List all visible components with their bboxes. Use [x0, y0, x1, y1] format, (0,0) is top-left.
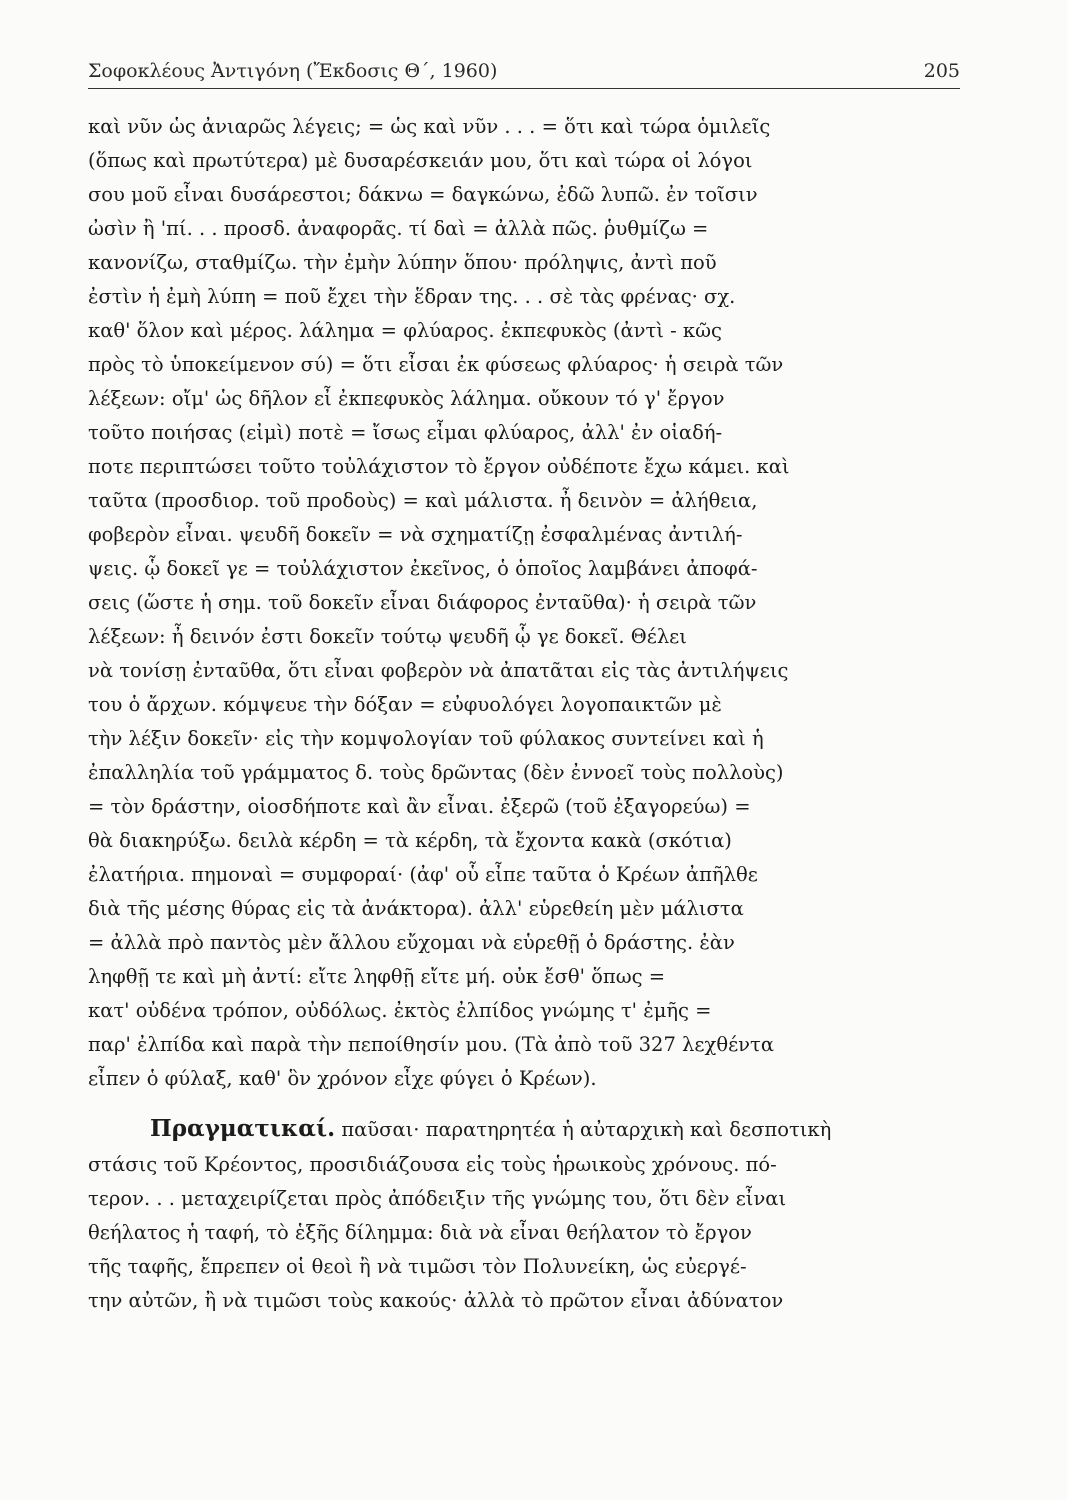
text-line: ληφθῇ τε καὶ μὴ ἀντί: εἴτε ληφθῇ εἴτε μή. οὐκ ἔσθ' ὅπως =	[88, 965, 666, 988]
text-line: σου μοῦ εἶναι δυσάρεστοι; δάκνω = δαγκώνω, ἐδῶ λυπῶ. ἐν τοῖσιν	[88, 183, 758, 206]
text-line: θὰ διακηρύξω. δειλὰ κέρδη = τὰ κέρδη, τὰ ἔχοντα κακὰ (σκότια)	[88, 829, 732, 852]
text-line: καθ' ὅλον καὶ μέρος. λάλημα = φλύαρος. ἐκπεφυκὸς (ἀντὶ - κῶς	[88, 319, 722, 342]
text-line: τοῦτο ποιήσας (εἰμὶ) ποτὲ = ἴσως εἶμαι φλύαρος, ἀλλ' ἐν οἱαδή-	[88, 421, 723, 444]
text-line: νὰ τονίσῃ ἐνταῦθα, ὅτι εἶναι φοβερὸν νὰ ἀπατᾶται εἰς τὰς ἀντιλήψεις	[88, 659, 789, 682]
text-line: ἐλατήρια. πημοναὶ = συμφοραί· (ἀφ' οὗ εἶπε ταῦτα ὁ Κρέων ἀπῆλθε	[88, 863, 758, 886]
text-line: την αὐτῶν, ἢ νὰ τιμῶσι τοὺς κακούς· ἀλλὰ τὸ πρῶτον εἶναι ἀδύνατον	[88, 1289, 784, 1312]
text-line: = τὸν δράστην, οἱοσδήποτε καὶ ἂν εἶναι. ἐξερῶ (τοῦ ἐξαγορεύω) =	[88, 795, 751, 818]
section-heading: Πραγματικαί.	[150, 1115, 336, 1142]
text-line: κατ' οὐδένα τρόπον, οὐδόλως. ἐκτὸς ἐλπίδος γνώμης τ' ἐμῆς =	[88, 999, 712, 1022]
running-title: Σοφοκλέους Ἀντιγόνη (Ἔκδοσις Θ΄, 1960)	[88, 60, 498, 82]
text-line: ταῦτα (προσδιορ. τοῦ προδοὺς) = καὶ μάλιστα. ἦ δεινὸν = ἀλήθεια,	[88, 489, 758, 512]
text-line: καὶ νῦν ὡς ἀνιαρῶς λέγεις; = ὡς καὶ νῦν . . . = ὅτι καὶ τώρα ὁμιλεῖς	[88, 115, 771, 138]
text-line: ὠσὶν ἢ 'πί. . . προσδ. ἀναφορᾶς. τί δαὶ = ἀλλὰ πῶς. ῥυθμίζω =	[88, 217, 709, 240]
text-line: (ὅπως καὶ πρωτύτερα) μὲ δυσαρέσκειάν μου, ὅτι καὶ τώρα οἱ λόγοι	[88, 149, 753, 172]
text-line: τῆς ταφῆς, ἔπρεπεν οἱ θεοὶ ἢ νὰ τιμῶσι τὸν Πολυνείκη, ὡς εὐεργέ-	[88, 1255, 747, 1278]
text-line: ἐπαλληλία τοῦ γράμματος δ. τοὺς δρῶντας (δὲν ἐννοεῖ τοὺς πολλοὺς)	[88, 761, 784, 784]
text-line: σεις (ὥστε ἡ σημ. τοῦ δοκεῖν εἶναι διάφορος ἐνταῦθα)· ἡ σειρὰ τῶν	[88, 591, 757, 614]
text-line: πρὸς τὸ ὑποκείμενον σύ) = ὅτι εἶσαι ἐκ φύσεως φλύαρος· ἡ σειρὰ τῶν	[88, 353, 784, 376]
text-line: τὴν λέξιν δοκεῖν· εἰς τὴν κομψολογίαν τοῦ φύλακος συντείνει καὶ ἡ	[88, 727, 764, 750]
text-line: παρ' ἐλπίδα καὶ παρὰ τὴν πεποίθησίν μου. (Τὰ ἀπὸ τοῦ 327 λεχθέντα	[88, 1033, 774, 1056]
text-line: κανονίζω, σταθμίζω. τὴν ἐμὴν λύπην ὅπου· πρόληψις, ἀντὶ ποῦ	[88, 251, 717, 274]
text-line: λέξεων: ἦ δεινόν ἐστι δοκεῖν τούτῳ ψευδῆ ᾧ γε δοκεῖ. Θέλει	[88, 625, 687, 648]
text-line: ποτε περιπτώσει τοῦτο τοὐλάχιστον τὸ ἔργον οὐδέποτε ἔχω κάμει. καὶ	[88, 455, 790, 478]
text-line: θεήλατος ἡ ταφή, τὸ ἑξῆς δίλημμα: διὰ νὰ εἶναι θεήλατον τὸ ἔργον	[88, 1221, 752, 1244]
text-line: = ἀλλὰ πρὸ παντὸς μὲν ἄλλου εὔχομαι νὰ εὑρεθῇ ὁ δράστης. ἐὰν	[88, 931, 735, 954]
text-line: στάσις τοῦ Κρέοντος, προσιδιάζουσα εἰς τοὺς ἡρωικοὺς χρόνους. πό-	[88, 1153, 777, 1176]
section-first-line-text: παῦσαι· παρατηρητέα ἡ αὐταρχικὴ καὶ δεσποτικὴ	[341, 1118, 832, 1141]
page-number: 205	[923, 60, 960, 82]
text-line: τερον. . . μεταχειρίζεται πρὸς ἀπόδειξιν τῆς γνώμης του, ὅτι δὲν εἶναι	[88, 1187, 787, 1210]
section-first-line	[88, 1115, 831, 1142]
text-line: ἐστὶν ἡ ἐμὴ λύπη = ποῦ ἔχει τὴν ἕδραν της. . . σὲ τὰς φρένας· σχ.	[88, 285, 736, 308]
text-line: λέξεων: οἴμ' ὡς δῆλον εἶ ἐκπεφυκὸς λάλημα. οὔκουν τό γ' ἔργον	[88, 387, 725, 410]
text-line: του ὁ ἄρχων. κόμψευε τὴν δόξαν = εὐφυολόγει λογοπαικτῶν μὲ	[88, 693, 722, 716]
text-line: εἶπεν ὁ φύλαξ, καθ' ὃν χρόνον εἶχε φύγει ὁ Κρέων).	[88, 1067, 597, 1090]
text-line: ψεις. ᾧ δοκεῖ γε = τοὐλάχιστον ἐκεῖνος, ὁ ὁποῖος λαμβάνει ἀποφά-	[88, 557, 758, 580]
text-line: διὰ τῆς μέσης θύρας εἰς τὰ ἀνάκτορα). ἀλλ' εὑρεθείη μὲν μάλιστα	[88, 897, 744, 920]
text-line: φοβερὸν εἶναι. ψευδῆ δοκεῖν = νὰ σχηματίζῃ ἐσφαλμένας ἀντιλή-	[88, 523, 743, 546]
page-header	[88, 58, 960, 89]
